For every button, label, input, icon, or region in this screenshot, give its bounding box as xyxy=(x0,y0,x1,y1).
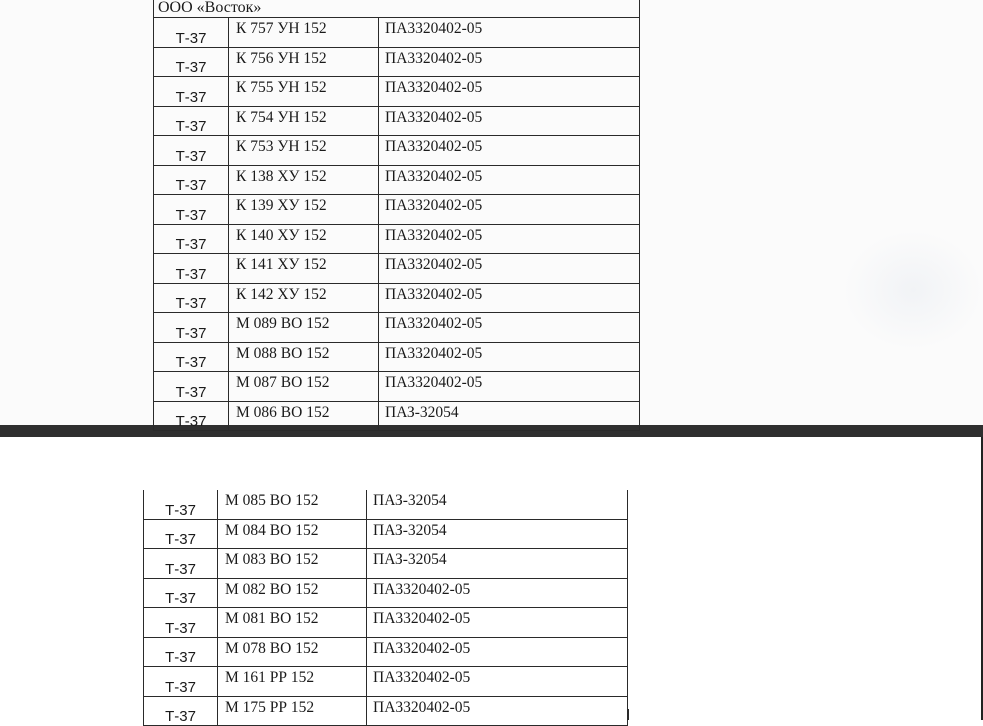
license-plate: К 142 ХУ 152 xyxy=(229,283,379,313)
table-row xyxy=(144,490,628,519)
bus-model: ПА3320402-05 xyxy=(379,254,640,284)
bus-model: ПА3320402-05 xyxy=(367,608,628,638)
bus-model: ПА3320402-05 xyxy=(379,77,640,107)
route-code: Т-37 xyxy=(154,195,229,225)
table-row xyxy=(154,313,640,343)
license-plate: М 086 ВО 152 xyxy=(229,401,379,431)
route-code: Т-37 xyxy=(144,490,218,519)
license-plate: М 078 ВО 152 xyxy=(218,637,367,667)
table-row xyxy=(144,667,628,697)
bus-model: ПА3320402-05 xyxy=(379,224,640,254)
route-code: Т-37 xyxy=(144,608,218,638)
route-code: Т-37 xyxy=(144,519,218,549)
bus-model: ПА3320402-05 xyxy=(379,195,640,225)
table-row xyxy=(144,608,628,638)
license-plate: М 085 ВО 152 xyxy=(218,490,367,519)
route-code: Т-37 xyxy=(144,667,218,697)
bus-model: ПА3320402-05 xyxy=(367,667,628,697)
license-plate: М 088 ВО 152 xyxy=(229,342,379,372)
license-plate: К 755 УН 152 xyxy=(229,77,379,107)
route-code: Т-37 xyxy=(154,136,229,166)
vehicle-table-page-1 xyxy=(153,0,640,431)
table-row xyxy=(154,401,640,431)
bus-model: ПА3320402-05 xyxy=(379,283,640,313)
route-code: Т-37 xyxy=(154,224,229,254)
license-plate: К 138 ХУ 152 xyxy=(229,165,379,195)
table-row xyxy=(154,283,640,313)
bus-model: ПАЗ-32054 xyxy=(367,549,628,579)
table-row xyxy=(144,637,628,667)
table-row xyxy=(154,372,640,402)
route-code: Т-37 xyxy=(154,165,229,195)
table-row xyxy=(144,519,628,549)
organization-row xyxy=(154,0,640,18)
bus-model: ПА3320402-05 xyxy=(379,372,640,402)
table-row xyxy=(154,195,640,225)
license-plate: М 083 ВО 152 xyxy=(218,549,367,579)
route-code: Т-37 xyxy=(154,401,229,431)
route-code: Т-37 xyxy=(154,254,229,284)
license-plate: К 139 ХУ 152 xyxy=(229,195,379,225)
route-code: Т-37 xyxy=(144,549,218,579)
route-code: Т-37 xyxy=(154,18,229,48)
bus-model: ПА3320402-05 xyxy=(379,342,640,372)
bus-model: ПА3320402-05 xyxy=(379,106,640,136)
table-row xyxy=(154,18,640,48)
route-code: Т-37 xyxy=(154,313,229,343)
organization-name: ООО «Восток» xyxy=(154,0,640,18)
table-row xyxy=(154,224,640,254)
license-plate: М 082 ВО 152 xyxy=(218,578,367,608)
table-continuation xyxy=(143,709,629,720)
license-plate: К 753 УН 152 xyxy=(229,136,379,166)
route-code: Т-37 xyxy=(154,342,229,372)
license-plate: К 757 УН 152 xyxy=(229,18,379,48)
bus-model: ПАЗ-32054 xyxy=(379,401,640,431)
table-row xyxy=(154,136,640,166)
table-row xyxy=(154,342,640,372)
table-row xyxy=(144,549,628,579)
bus-model: ПА3320402-05 xyxy=(379,136,640,166)
route-code: Т-37 xyxy=(154,372,229,402)
license-plate: М 084 ВО 152 xyxy=(218,519,367,549)
license-plate: М 175 РР 152 xyxy=(218,696,367,726)
bus-model: ПАЗ-32054 xyxy=(367,490,628,519)
route-code: Т-37 xyxy=(154,47,229,77)
bus-model: ПА3320402-05 xyxy=(367,696,628,726)
route-code: Т-37 xyxy=(144,578,218,608)
bus-model: ПА3320402-05 xyxy=(379,165,640,195)
license-plate: К 756 УН 152 xyxy=(229,47,379,77)
license-plate: К 141 ХУ 152 xyxy=(229,254,379,284)
bus-model: ПА3320402-05 xyxy=(367,578,628,608)
bus-model: ПА3320402-05 xyxy=(367,637,628,667)
bus-model: ПАЗ-32054 xyxy=(367,519,628,549)
route-code: Т-37 xyxy=(144,637,218,667)
bus-model: ПА3320402-05 xyxy=(379,47,640,77)
table-row xyxy=(154,77,640,107)
license-plate: М 089 ВО 152 xyxy=(229,313,379,343)
license-plate: К 140 ХУ 152 xyxy=(229,224,379,254)
route-code: Т-37 xyxy=(154,106,229,136)
bus-model: ПА3320402-05 xyxy=(379,313,640,343)
route-code: Т-37 xyxy=(144,696,218,726)
license-plate: М 161 РР 152 xyxy=(218,667,367,697)
table-row xyxy=(154,254,640,284)
license-plate: М 087 ВО 152 xyxy=(229,372,379,402)
table-row xyxy=(154,165,640,195)
route-code: Т-37 xyxy=(154,283,229,313)
table-row xyxy=(154,106,640,136)
table-row xyxy=(154,47,640,77)
table-row xyxy=(144,578,628,608)
license-plate: К 754 УН 152 xyxy=(229,106,379,136)
license-plate: М 081 ВО 152 xyxy=(218,608,367,638)
bus-model: ПА3320402-05 xyxy=(379,18,640,48)
vehicle-table-page-2 xyxy=(143,490,628,726)
route-code: Т-37 xyxy=(154,77,229,107)
